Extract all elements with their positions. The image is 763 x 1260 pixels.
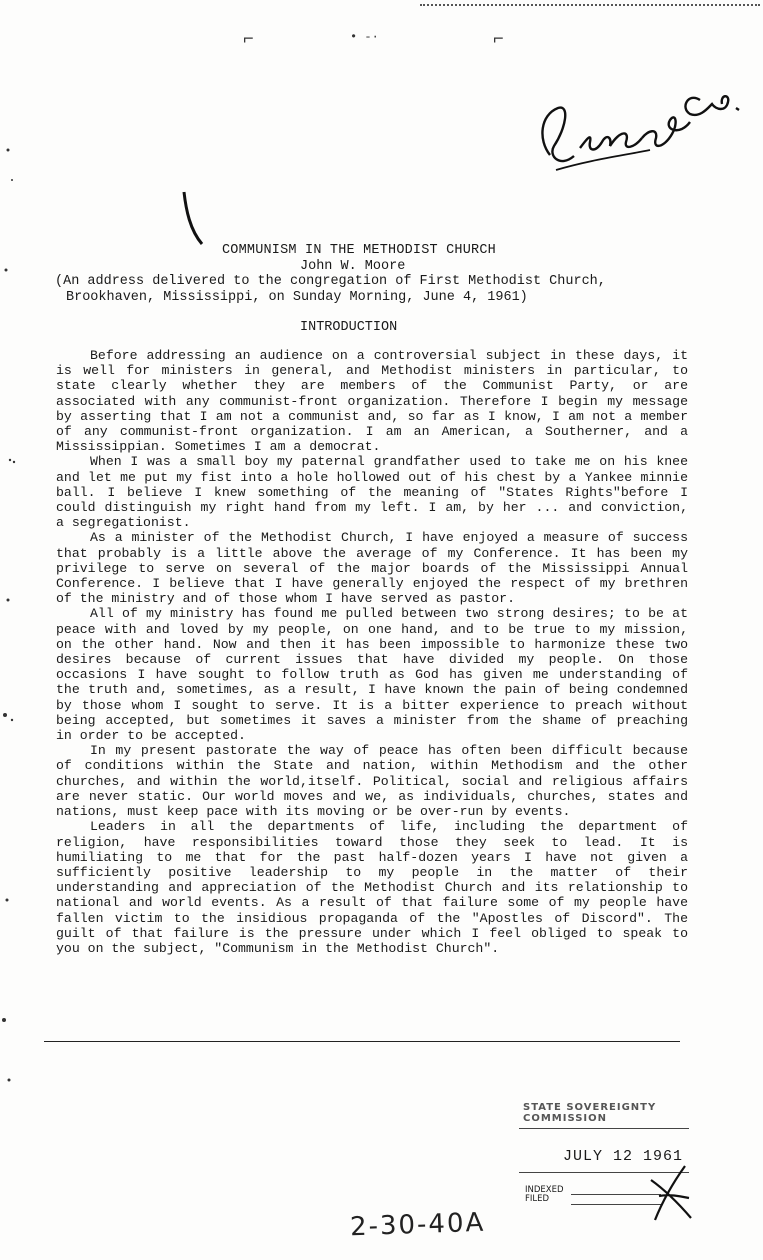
stamp-indexed-label: INDEXED	[525, 1185, 564, 1195]
paragraph: Leaders in all the departments of life, including the department of religion, have responsibilities toward those they seek to lead. It is humiliating to me that for the past half-dozen years I have not given a sufficiently positive leadership to my people in the matter of their understanding and appreciation of the Methodist Church and its relationship to national and world events. As a result of that failure some of my people have fallen victim to the insidious propaganda of the "Apostles of Discord". The guilt of that failure is the pressure under which I feel obliged to speak to you on the subject, "Communism in the Methodist Church".	[56, 819, 688, 956]
paragraph: When I was a small boy my paternal grandfather used to take me on his knee and let me put my fist into a hole hollowed out of his chest by a Yankee minnie ball. I believe I knew something of the meaning of "States Rights"before I could distinguish my right hand from my left. I am, by her ... and conviction, a segregationist.	[56, 454, 688, 531]
stamp-initials-mark	[645, 1160, 695, 1225]
center-mark: • -·	[350, 30, 379, 44]
margin-specks	[0, 140, 20, 1140]
stamp-filed-label: FILED	[525, 1194, 550, 1204]
paragraph: As a minister of the Methodist Church, I have enjoyed a measure of success that probably is a little above the average of my Conference. It has been my privilege to serve on several of the major boards of the Mississippi Annual Conference. I believe that I have generally enjoyed the respect of my brethren of the ministry and of those whom I have served as pastor.	[56, 530, 688, 607]
handwritten-note-signature	[530, 60, 755, 190]
stamp-rule	[519, 1128, 689, 1129]
corner-mark: ⌐	[493, 30, 504, 50]
pen-stroke-mark	[178, 190, 208, 250]
document-author: John W. Moore	[300, 259, 406, 274]
subtitle-line-2: Brookhaven, Mississippi, on Sunday Morning, June 4, 1961)	[66, 290, 528, 305]
stamp-header: STATE SOVEREIGNTY COMMISSION	[523, 1102, 657, 1124]
received-stamp	[515, 1100, 695, 1225]
stamp-date: JULY 12 1961	[563, 1148, 684, 1165]
paragraph: All of my ministry has found me pulled between two strong desires; to be at peace with and loved by my people, on one hand, and to be true to my mission, on the other hand. Now and then it has been impossible to harmonize these two desires because of current issues that have divided my people. On those occasions I have sought to follow truth as God has given me understanding of the truth and, sometimes, as a result, I have known the pain of being condemned by those whom I sought to serve. It is a bitter experience to preach without being accepted, but sometimes it saves a minister from the shame of preaching in order to be accepted.	[56, 606, 688, 744]
document-title: COMMUNISM IN THE METHODIST CHURCH	[222, 243, 496, 258]
document-body	[56, 348, 688, 956]
section-heading: INTRODUCTION	[300, 320, 398, 335]
subtitle-line-1: (An address delivered to the congregation of First Methodist Church,	[55, 274, 606, 289]
handwritten-underline	[44, 1041, 680, 1042]
corner-mark: ⌐	[243, 30, 254, 50]
top-border-line	[420, 0, 760, 6]
file-number: 2-30-40A	[349, 1207, 486, 1243]
stamp-indexed-labels	[525, 1186, 564, 1204]
paragraph: In my present pastorate the way of peace has often been difficult because of conditions within the State and nation, within Methodism and the other churches, and within the world,itself. Political, social and religious affairs are never static. Our world moves and we, as individuals, churches, states and nations, must keep pace with its moving or be over-run by events.	[56, 743, 688, 820]
paragraph: Before addressing an audience on a controversial subject in these days, it is well for ministers in general, and Methodist ministers in particular, to state clearly whether they are members of the Communist Party, or are associated with any communist-front organization. Therefore I begin my message by asserting that I am not a communist and, so far as I know, I am not a member of any communist-front organization. I am an American, a Southerner, and a Mississippian. Sometimes I am a democrat.	[56, 348, 688, 455]
